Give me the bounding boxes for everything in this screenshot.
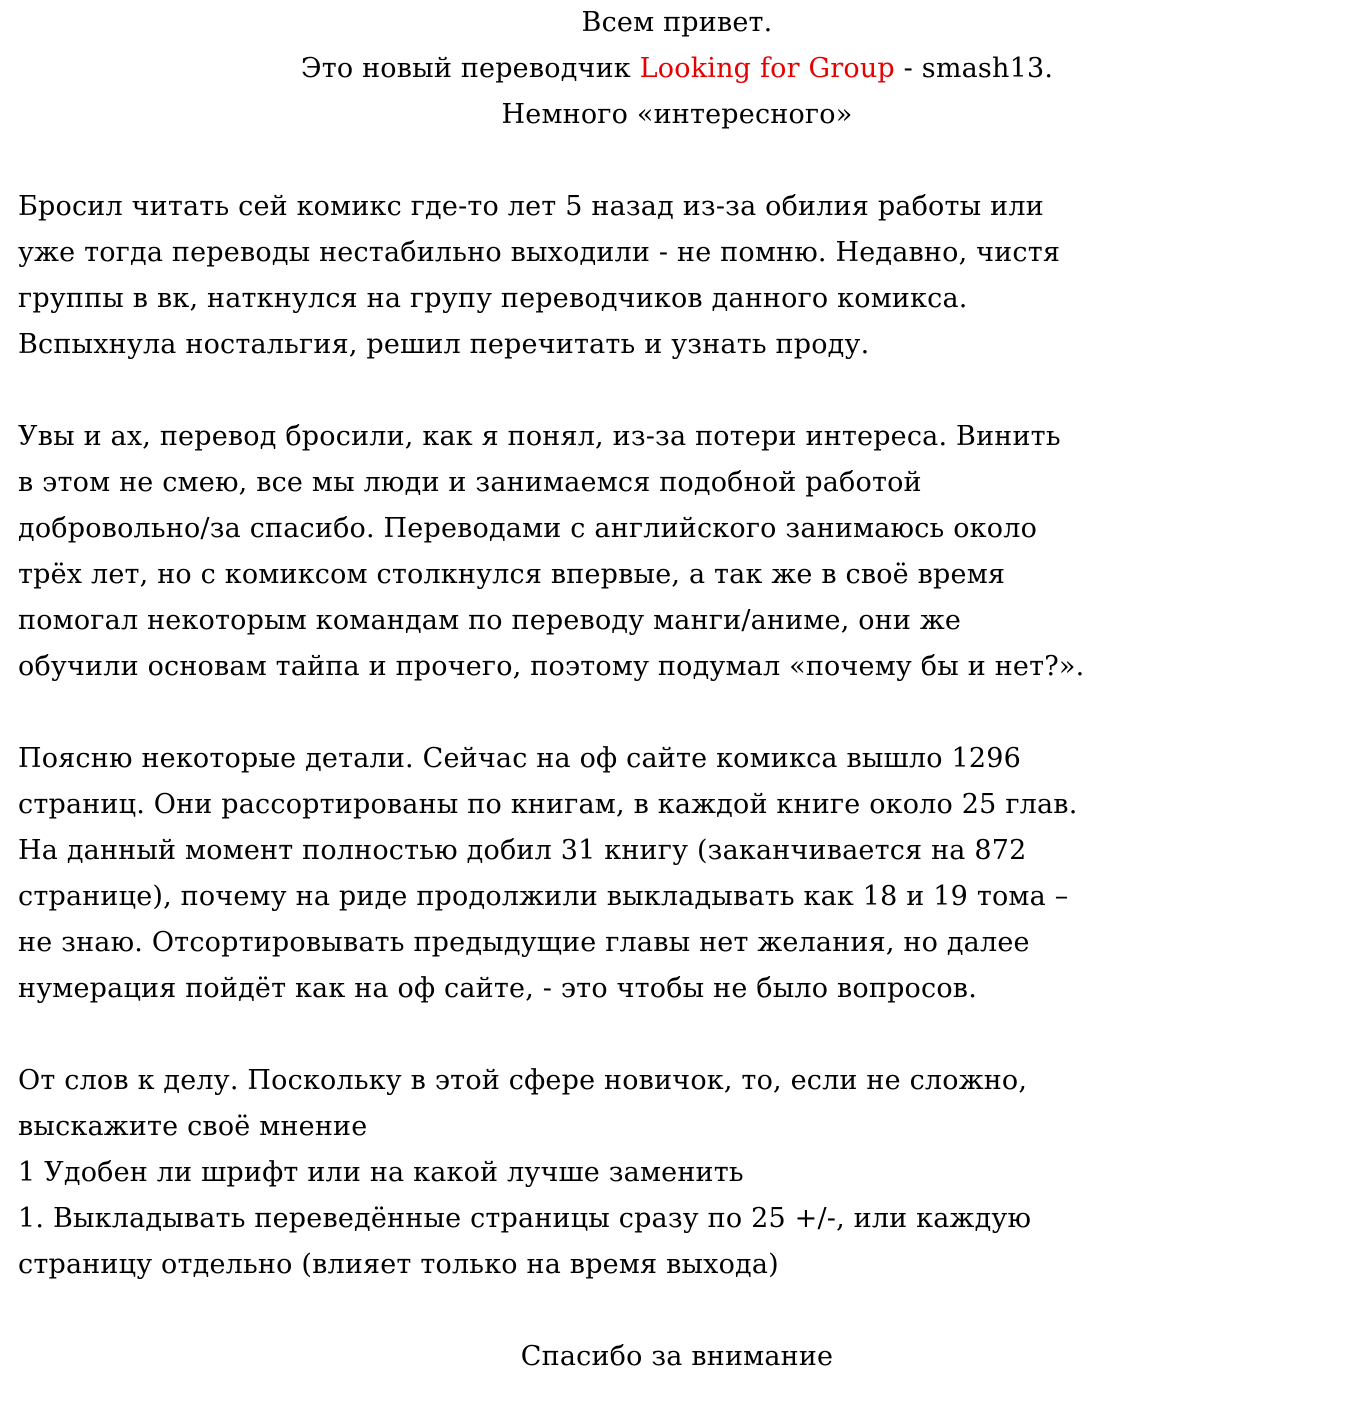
list-item: 1 Удобен ли шрифт или на какой лучше заменить [18, 1157, 744, 1188]
paragraph-line: страницу отдельно (влияет только на время выхода) [18, 1249, 779, 1280]
intro-text-after: - smash13. [894, 53, 1054, 84]
paragraph-line: страниц. Они рассортированы по книгам, в каждой книге около 25 глав. [18, 789, 1078, 820]
paragraph-2 [18, 414, 1336, 690]
paragraph-line: От слов к делу. Поскольку в этой сфере новичок, то, если не сложно, [18, 1065, 1028, 1096]
paragraph-line: странице), почему на риде продолжили выкладывать как 18 и 19 тома – [18, 881, 1069, 912]
paragraph-line: трёх лет, но с комиксом столкнулся впервые, а так же в своё время [18, 559, 1006, 590]
paragraph-line: обучили основам тайпа и прочего, поэтому подумал «почему бы и нет?». [18, 651, 1085, 682]
comic-title: Looking for Group [639, 53, 895, 84]
spacer [18, 368, 1336, 414]
paragraph-line: Бросил читать сей комикс где-то лет 5 назад из-за обилия работы или [18, 191, 1044, 222]
spacer [18, 690, 1336, 736]
paragraph-line: помогал некоторым командам по переводу манги/аниме, они же [18, 605, 962, 636]
subtitle-line: Немного «интересного» [501, 99, 853, 130]
paragraph-4 [18, 1058, 1336, 1288]
paragraph-line: добровольно/за спасибо. Переводами с английского занимаюсь около [18, 513, 1038, 544]
paragraph-line: Вспыхнула ностальгия, решил перечитать и узнать проду. [18, 329, 870, 360]
paragraph-line: уже тогда переводы нестабильно выходили - не помню. Недавно, чистя [18, 237, 1061, 268]
paragraph-line: Поясню некоторые детали. Сейчас на оф сайте комикса вышло 1296 [18, 743, 1021, 774]
paragraph-1 [18, 184, 1336, 368]
paragraph-line: в этом не смею, все мы люди и занимаемся подобной работой [18, 467, 922, 498]
thanks-footer: Спасибо за внимание [520, 1341, 834, 1372]
greeting-line: Всем привет. [581, 7, 773, 38]
paragraph-line: выскажите своё мнение [18, 1111, 368, 1142]
paragraph-line: не знаю. Отсортировывать предыдущие главы нет желания, но далее [18, 927, 1030, 958]
spacer [18, 138, 1336, 184]
paragraph-line: группы в вк, наткнулся на групу переводчиков данного комикса. [18, 283, 968, 314]
greeting-header [18, 0, 1336, 138]
list-item: 1. Выкладывать переведённые страницы сразу по 25 +/-, или каждую [18, 1203, 1032, 1234]
paragraph-line: нумерация пойдёт как на оф сайте, - это чтобы не было вопросов. [18, 973, 977, 1004]
intro-text-before: Это новый переводчик [300, 53, 640, 84]
paragraph-line: На данный момент полностью добил 31 книгу (заканчивается на 872 [18, 835, 1027, 866]
paragraph-3 [18, 736, 1336, 1012]
spacer [18, 1288, 1336, 1334]
paragraph-line: Увы и ах, перевод бросили, как я понял, из-за потери интереса. Винить [18, 421, 1061, 452]
spacer [18, 1012, 1336, 1058]
translator-intro-line [18, 46, 1336, 92]
